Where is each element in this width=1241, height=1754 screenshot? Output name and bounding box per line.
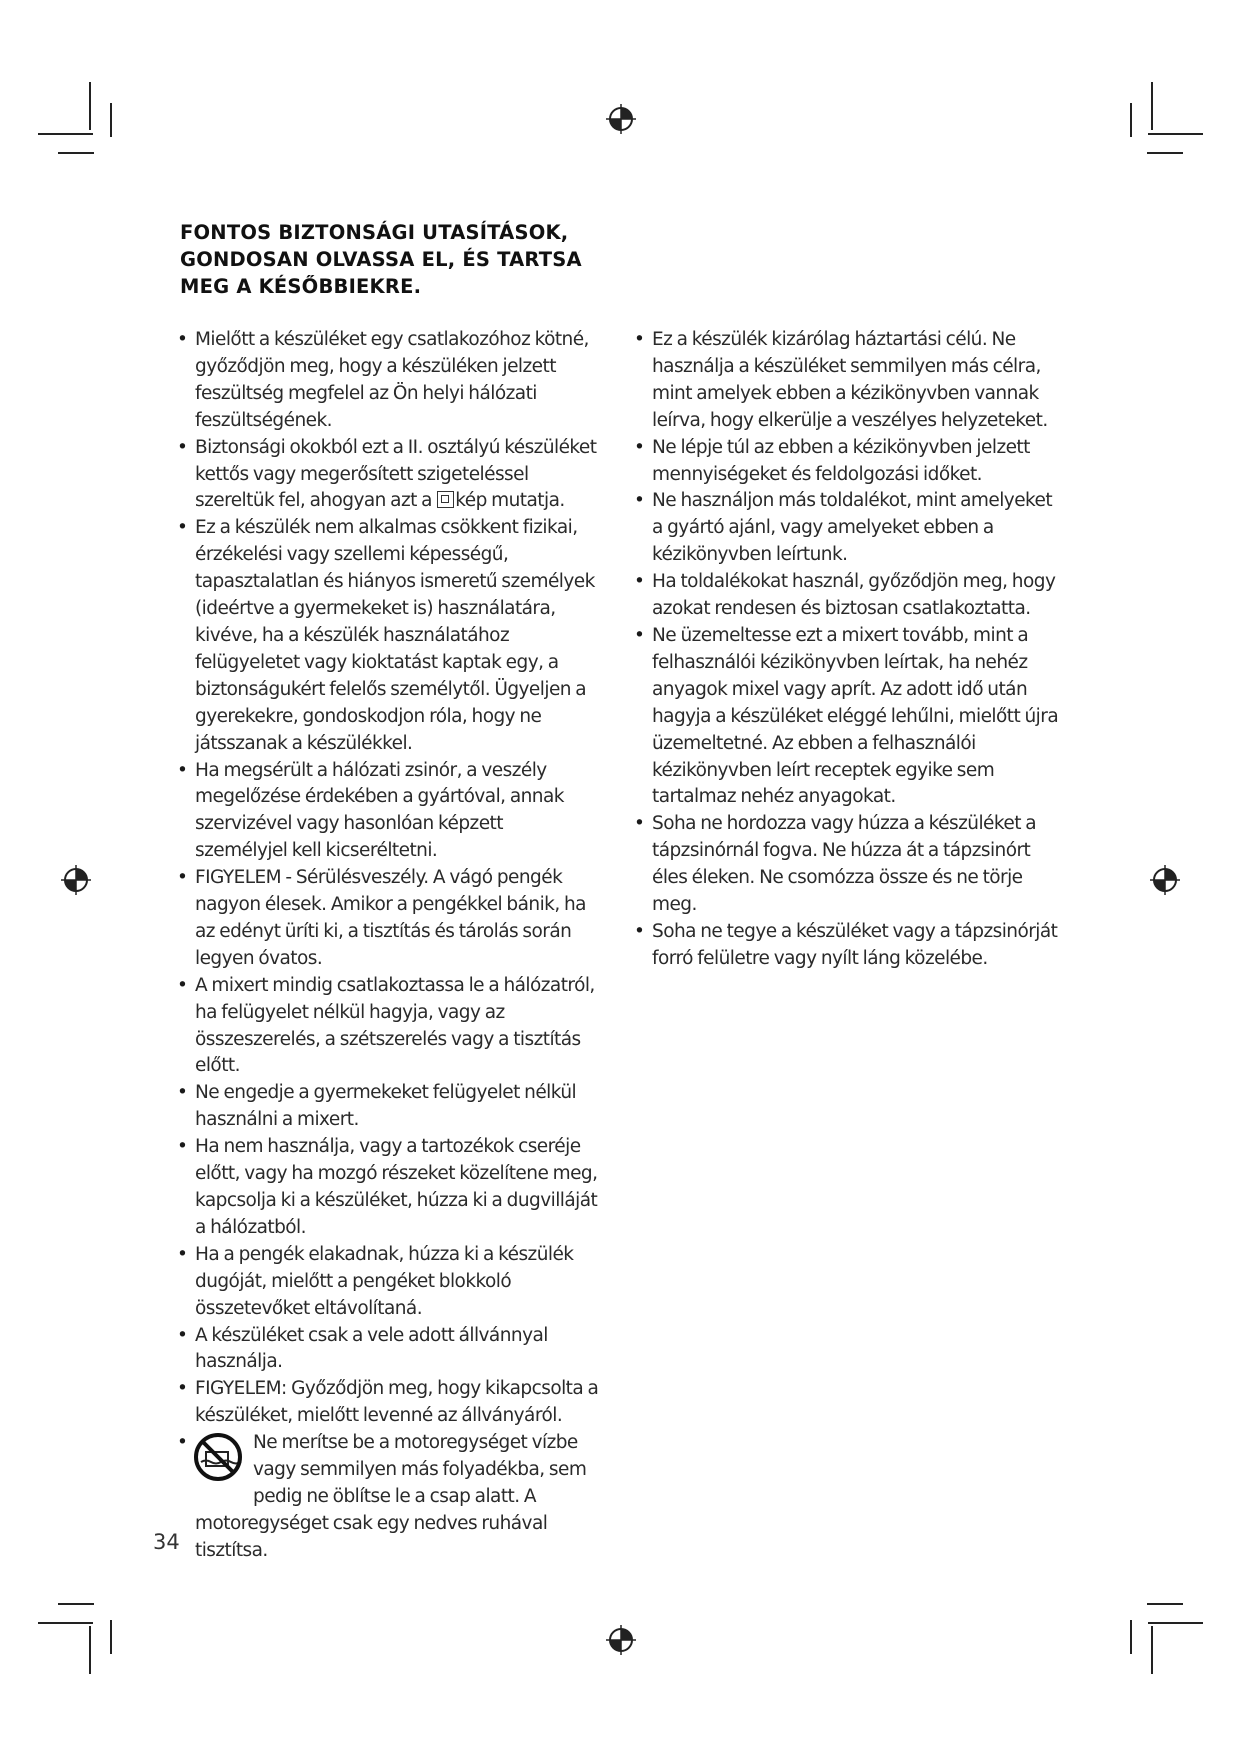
registration-target-icon [60,864,92,896]
safety-item: • Ne használjon más toldalékot, mint amelyeket a gyártó ajánl, vagy amelyeket ebben a kézikönyvben leírtunk. [634,488,1064,569]
safety-item-text: kép mutatja. [455,490,565,512]
right-column [634,327,1064,973]
safety-item: • Ne engedje a gyermekeket felügyelet nélkül használni a mixert. [177,1080,599,1134]
crop-mark [58,1603,94,1605]
safety-item: • Ne üzemeltesse ezt a mixert tovább, mint a felhasználói kézikönyvben leírtak, ha nehéz anyagok mixel vagy aprít. Az adott idő után hagyja a készüléket eléggé lehűlni, mielőtt újra üzemeltetné. Az ebben a felhasználói kézikönyvben leírt receptek egyike sem tartalmaz nehéz anyagokat. [634,623,1064,811]
safety-item [177,1430,599,1565]
safety-item: • Soha ne tegye a készüléket vagy a tápzsinórját forró felületre vagy nyílt láng közelébe. [634,919,1064,973]
safety-item: • FIGYELEM: Győződjön meg, hogy kikapcsolta a készüléket, mielőtt levenné az állványáról. [177,1376,599,1430]
safety-item [177,435,599,516]
registration-target-icon [1149,864,1181,896]
left-column [177,327,599,1565]
crop-mark [1130,103,1132,137]
crop-mark [110,103,112,137]
section-heading: FONTOS BIZTONSÁGI UTASÍTÁSOK, GONDOSAN OLVASSA EL, ÉS TARTSA MEG A KÉSŐBBIEKRE. [180,221,582,298]
safety-item-text: Ne merítse be a motoregységet vízbe vagy semmilyen más folyadékba, sem pedig ne öblítse le a csap alatt. A motoregységet csak egy nedves ruhával tisztítsa. [195,1432,587,1561]
safety-item: • A mixert mindig csatlakoztassa le a hálózatról, ha felügyelet nélkül hagyja, vagy az összeszerelés, a szétszerelés vagy a tisztítás előtt. [177,973,599,1081]
crop-mark [89,1626,91,1674]
double-square-class-ii-icon [437,491,454,508]
safety-item: • Ha a pengék elakadnak, húzza ki a készülék dugóját, mielőtt a pengéket blokkoló összetevőket eltávolítaná. [177,1242,599,1323]
crop-mark [1147,152,1183,154]
crop-mark [38,1622,93,1624]
safety-item: • Ez a készülék kizárólag háztartási célú. Ne használja a készüléket semmilyen más célra, mint amelyek ebben a kézikönyvben vannak leírva, hogy elkerülje a veszélyes helyzeteket. [634,327,1064,435]
crop-mark [38,133,93,135]
crop-mark [1151,82,1153,130]
safety-item: • FIGYELEM - Sérülésveszély. A vágó pengék nagyon élesek. Amikor a pengékkel bánik, ha az edényt üríti ki, a tisztítás és tárolás során legyen óvatos. [177,865,599,973]
crop-mark [1148,133,1203,135]
crop-mark [1147,1603,1183,1605]
crop-mark [1130,1620,1132,1654]
safety-item: • Ez a készülék nem alkalmas csökkent fizikai, érzékelési vagy szellemi képességű, tapasztalatlan és hiányos ismeretű személyek (ideértve a gyermekeket is) használatára, kivéve, ha a készülék használatához felügyeletet vagy kioktatást kaptak egy, a biztonságukért felelős személytől. Ügyeljen a gyerekekre, gondoskodjon róla, hogy ne játsszanak a készülékkel. [177,515,599,757]
safety-item: • Ha megsérült a hálózati zsinór, a veszély megelőzése érdekében a gyártóval, annak szervizével vagy hasonlóan képzett személyjel kell kicseréltetni. [177,758,599,866]
safety-item-text: Biztonsági okokból ezt a II. osztályú készüléket kettős vagy megerősített szigeteléssel szereltük fel, ahogyan azt a [195,436,597,512]
crop-mark [1151,1626,1153,1674]
no-water-immersion-icon [191,1430,247,1484]
crop-mark [110,1620,112,1654]
safety-item: • Soha ne hordozza vagy húzza a készüléket a tápzsinórnál fogva. Ne húzza át a tápzsinórt éles éleken. Ne csomózza össze és ne törje meg. [634,811,1064,919]
crop-mark [1148,1622,1203,1624]
page-number: 34 [153,1530,180,1554]
safety-item: • Ne lépje túl az ebben a kézikönyvben jelzett mennyiségeket és feldolgozási időket. [634,435,1064,489]
crop-mark [89,82,91,130]
registration-target-icon [605,1624,637,1656]
safety-item: • Mielőtt a készüléket egy csatlakozóhoz kötné, győződjön meg, hogy a készüléken jelzett feszültség megfelel az Ön helyi hálózati feszültségének. [177,327,599,435]
registration-target-icon [605,103,637,135]
safety-item: • A készüléket csak a vele adott állvánnyal használja. [177,1323,599,1377]
crop-mark [58,152,94,154]
safety-item: • Ha nem használja, vagy a tartozékok cseréje előtt, vagy ha mozgó részeket közelítene meg, kapcsolja ki a készüléket, húzza ki a dugvilláját a hálózatból. [177,1134,599,1242]
safety-item: • Ha toldalékokat használ, győződjön meg, hogy azokat rendesen és biztosan csatlakoztatta. [634,569,1064,623]
